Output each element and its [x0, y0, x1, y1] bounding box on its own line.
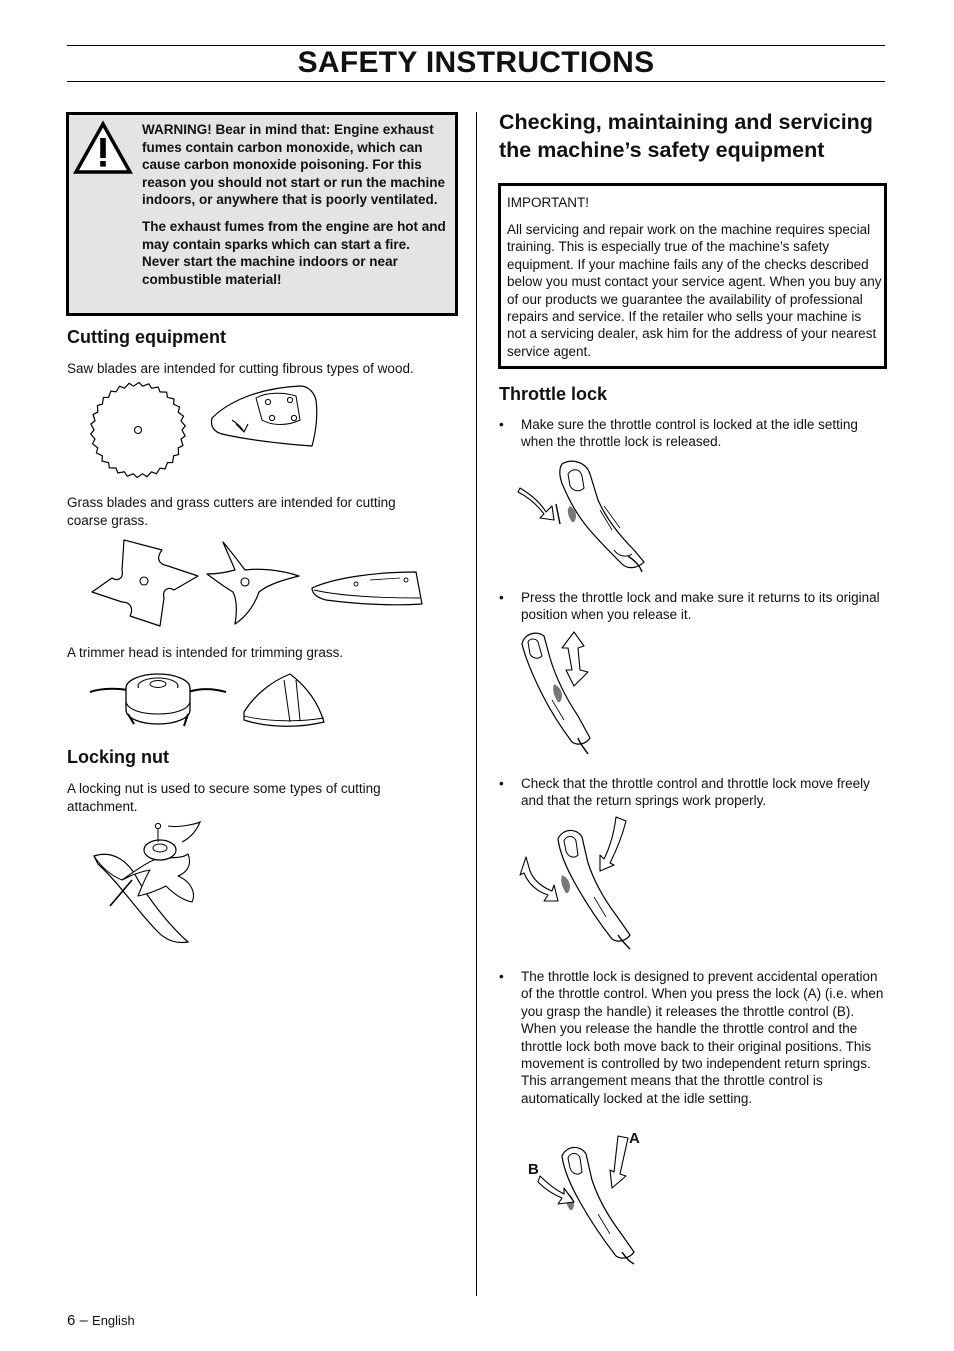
four-tooth-blade-illustration — [90, 536, 200, 628]
saw-blades-text: Saw blades are intended for cutting fibrous types of wood. — [67, 361, 414, 376]
locking-nut-text: A locking nut is used to secure some types of cutting attachment. — [67, 781, 381, 814]
throttle-handle-illustration-1 — [516, 458, 650, 572]
throttle-bullet-4 — [499, 968, 884, 1124]
bullet-text: The throttle lock is designed to prevent accidental operation of the throttle control. When you press the lock (A) (i.e. when you grasp the handle) it releases the throttle control (B). When you release the handle the throttle control and the throttle lock both move back to their original positions. This movement is controlled by two independent return springs. This arrangement means that the throttle control is automatically locked at the idle setting. — [521, 969, 884, 1106]
throttle-handle-illustration-3 — [518, 815, 648, 951]
page-title: SAFETY INSTRUCTIONS — [297, 46, 655, 79]
important-label: IMPORTANT! — [507, 195, 590, 210]
bullet-text: Make sure the throttle control is locked at the idle setting when the throttle lock is released. — [521, 417, 858, 450]
page-number: 6 — [67, 1312, 76, 1329]
throttle-bullet-3 — [499, 775, 884, 811]
checking-section-heading: Checking, maintaining and servicing the machine’s safety equipment — [499, 110, 873, 162]
footer-language: English — [92, 1313, 135, 1328]
footer-dash: – — [79, 1312, 88, 1329]
throttle-handle-illustration-4 — [538, 1134, 650, 1264]
trimmer-head-illustration — [88, 666, 228, 730]
locking-nut-heading: Locking nut — [67, 747, 169, 767]
column-divider — [476, 112, 477, 1296]
bullet-dot: • — [499, 417, 504, 432]
trimmer-head-text: A trimmer head is intended for trimming grass. — [67, 645, 344, 660]
grass-blades-text: Grass blades and grass cutters are intended for cutting coarse grass. — [67, 495, 396, 528]
throttle-bullet-2 — [499, 589, 884, 625]
label-a: A — [629, 1130, 640, 1147]
warning-paragraph-2: The exhaust fumes from the engine are hot and may contain sparks which can start a fire. Never start the machine indoors or near combustible material! — [142, 218, 446, 287]
bullet-text: Press the throttle lock and make sure it returns to its original position when you release it. — [521, 590, 880, 623]
important-text: All servicing and repair work on the machine requires special training. This is especially true of the machine’s safety equipment. If your machine fails any of the checks described below you must contact your service agent. When you buy any of our products we guarantee the availability of professional repairs and service. If the retailer who sells your machine is not a servicing dealer, ask him for the address of your nearest service agent. — [507, 222, 882, 359]
page-footer — [67, 1312, 135, 1329]
grass-blade-guard-illustration — [310, 570, 424, 610]
blade-guard-illustration — [208, 384, 320, 450]
three-tooth-blade-illustration — [205, 540, 301, 626]
throttle-bullet-1 — [499, 416, 884, 452]
cutting-equipment-heading: Cutting equipment — [67, 327, 226, 347]
bullet-dot: • — [499, 969, 504, 984]
header-bottom-rule — [67, 81, 885, 82]
saw-blade-illustration — [88, 383, 188, 479]
trimmer-guard-illustration — [240, 672, 326, 728]
throttle-lock-heading: Throttle lock — [499, 384, 608, 404]
label-b: B — [528, 1161, 539, 1178]
throttle-handle-illustration-2 — [518, 630, 608, 756]
bullet-text: Check that the throttle control and throttle lock move freely and that the return springs work properly. — [521, 776, 870, 809]
warning-paragraph-1: WARNING! Bear in mind that: Engine exhaust fumes contain carbon monoxide, which can cause carbon monoxide poisoning. For this reason you should not start or run the machine indoors, or anywhere that is poorly ventilated. — [142, 122, 446, 208]
warning-box — [66, 112, 458, 316]
bullet-dot: • — [499, 590, 504, 605]
locking-nut-illustration — [92, 820, 204, 946]
warning-triangle-icon — [73, 121, 133, 175]
important-box — [498, 183, 887, 369]
warning-text — [142, 121, 449, 297]
bullet-dot: • — [499, 776, 504, 791]
